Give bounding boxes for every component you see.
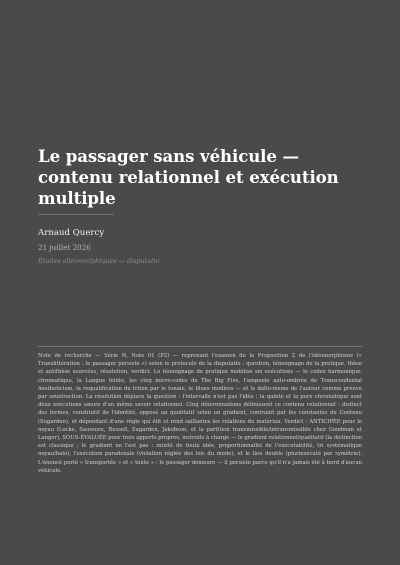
author-name: Arnaud Quercy	[38, 228, 105, 238]
series-label: Études alléomorphiques — disputatio	[38, 257, 160, 265]
title-divider	[38, 214, 114, 215]
publication-date: 21 juillet 2026	[38, 243, 91, 252]
document-title: Le passager sans véhicule — contenu relationnel et exécution multiple	[38, 146, 339, 208]
abstract-text: Note de recherche — Série N, Note 01 (P2) — reprenant l'examen de la Proposition 2 de l'idéomorphisme (« Translittération : le passager persiste ») selon le protocole de la disputatio : question, témoignage de la pratique, thèse et antithèse sourcées, résolution, verdict. Le témoignage de pratique mobilise six exécutions — le codex harmonique-chromatique, la Langue feinte, les cinq micro-codes de The Big Five, l'ampoule auto-ombrée de Transcendental Aestheticism, la requalification du triton par le tonale, le blues modless — et le dalto-nisme de l'auteur comme preuve par soustraction. La résolution déplace la question : l'intervalle n'est pas l'idée ; la quinte et la pure chromatique sont deux exécutions sœurs d'un même savoir relationnel. Cinq déterminations définissent ce contenu relationnel : distinct des termes, constitutif de l'identité, opposé au qualitatif selon un gradient, contraint par les constantes du Contenu (Sugarden), et dépendant d'une règle qui élit et rend saillantes les relations du matériau. Verdict : ANTICIPÉE pour le noyau (Locke, Saussure, Russell, Sugarden, Jakobson, et la partition transmissible/intransmissible chez Goodman et Langer), SOUS-ÉVALUÉE pour trois apports propres, instruits à charge — le gradient relationnel/qualitatif (la distinction est classique ; le gradient ne l'est pas : mixité de toute idée, proportionnalité de l'exécutabilité, tri systématique noyau/halo), l'exécution paradoxale (violation réglée des lois du mode), et le lieu double (pluriexécuté par symétrie). L'énoncé porté « transportée » et « toute » : le passager demeure — il persiste parce qu'il n'a jamais été à bord d'aucun véhicule.	[38, 353, 362, 474]
abstract-divider	[38, 346, 362, 347]
